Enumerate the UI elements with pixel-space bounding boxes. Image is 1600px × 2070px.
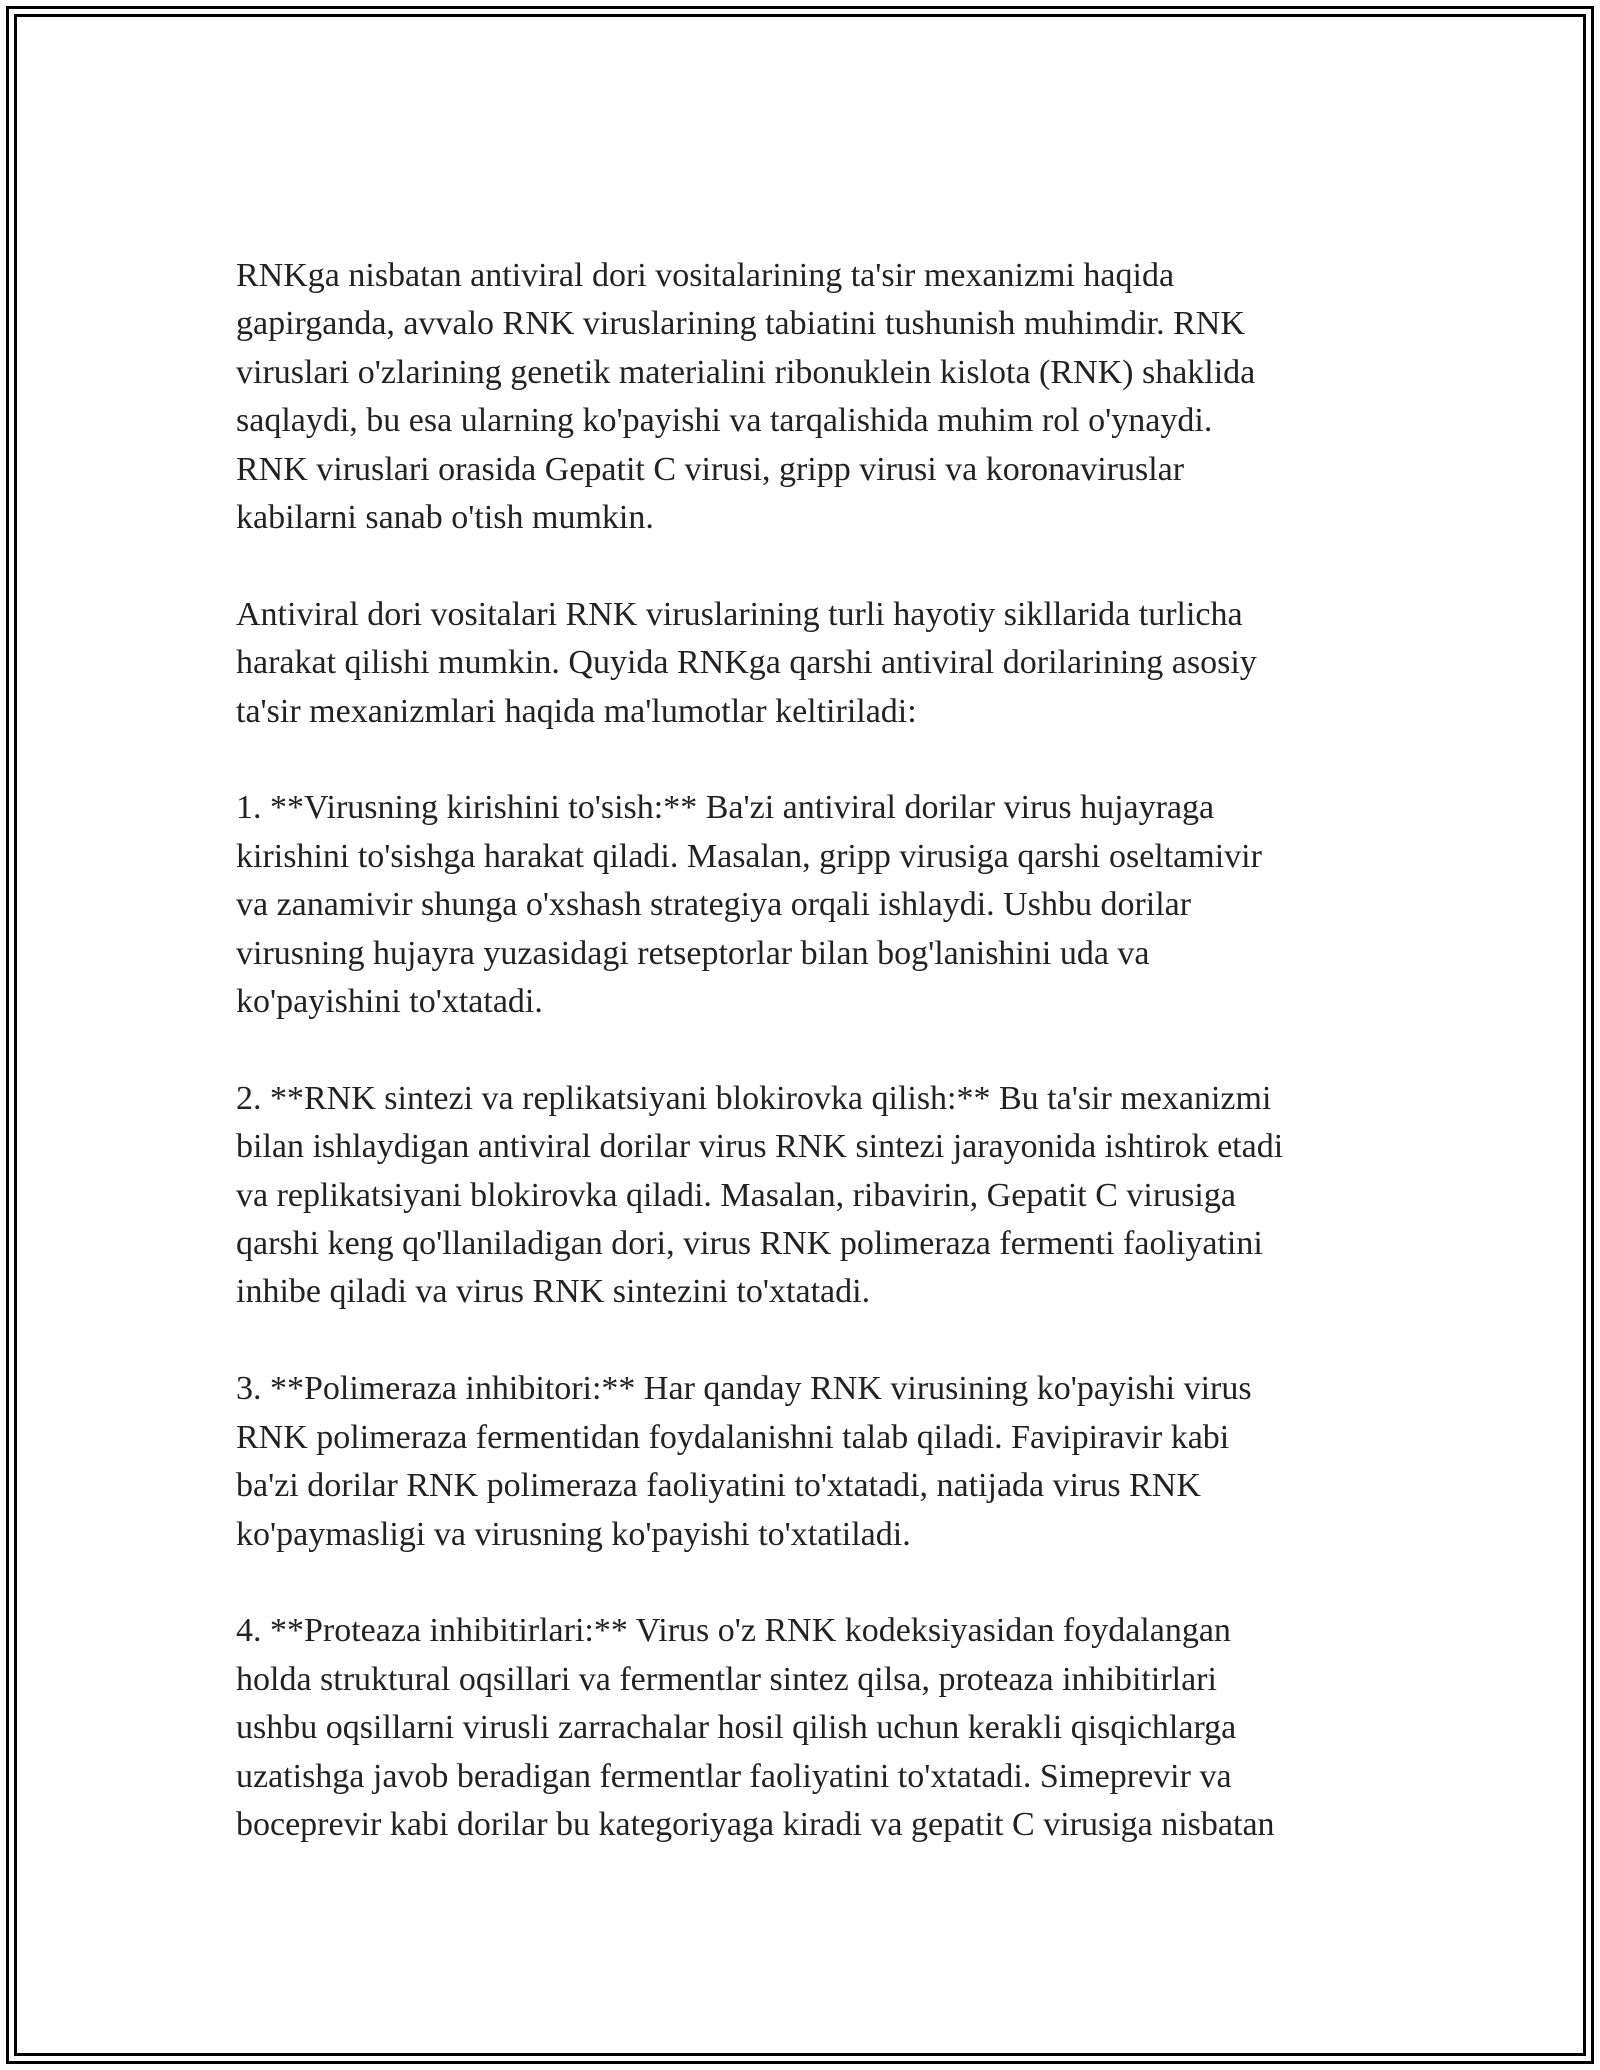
paragraph-item-2: 2. **RNK sintezi va replikatsiyani blokirovka qilish:** Bu ta'sir mexanizmi bilan ishlaydigan antiviral dorilar virus RNK sintezi jarayonida ishtirok etadi va replikatsiyani blokirovka qiladi. Masalan, ribavirin, Gepatit C virusiga qarshi keng qo'llaniladigan dori, virus RNK polimeraza fermenti faoliyatini inhibe qiladi va virus RNK sintezini to'xtatadi. — [236, 1079, 1284, 1311]
paragraph-item-3: 3. **Polimeraza inhibitori:** Har qanday RNK virusining ko'payishi virus RNK polimeraza fermentidan foydalanishni talab qiladi. Favipiravir kabi ba'zi dorilar RNK polimeraza faoliyatini to'xtatadi, natijada virus RNK ko'paymasligi va virusning ko'payishi to'xtatiladi. — [236, 1370, 1252, 1553]
paragraph-item-4: 4. **Proteaza inhibitirlari:** Virus o'z RNK kodeksiyasidan foydalangan holda struktural oqsillari va fermentlar sintez qilsa, proteaza inhibitirlari ushbu oqsillarni virusli zarrachalar hosil qilish uchun kerakli qisqichlarga uzatishga javob beradigan fermentlar faoliyatini to'xtatadi. Simeprevir va boceprevir kabi dorilar bu kategoriyaga kiradi va gepatit C virusiga nisbatan — [236, 1612, 1275, 1843]
paragraph-item-1: 1. **Virusning kirishini to'sish:** Ba'zi antiviral dorilar virus hujayraga kirishini to'sishga harakat qiladi. Masalan, gripp virusiga qarshi oseltamivir va zanamivir shunga o'xshash strategiya orqali ishlaydi. Ushbu dorilar virusning hujayra yuzasidagi retseptorlar bilan bog'lanishini uda va ko'payishini to'xtatadi. — [236, 789, 1262, 1021]
document-body — [236, 252, 1366, 1898]
paragraph-overview: Antiviral dori vositalari RNK viruslarining turli hayotiy sikllarida turlicha harakat qilishi mumkin. Quyida RNKga qarshi antiviral dorilarining asosiy ta'sir mexanizmlari haqida ma'lumotlar keltiriladi: — [236, 595, 1257, 730]
paragraph-intro: RNKga nisbatan antiviral dori vositalarining ta'sir mexanizmi haqida gapirganda, avvalo RNK viruslarining tabiatini tushunish muhimdir. RNK viruslari o'zlarining genetik materialini ribonuklein kislota (RNK) shaklida saqlaydi, bu esa ularning ko'payishi va tarqalishida muhim rol o'ynaydi. RNK viruslari orasida Gepatit C virusi, gripp virusi va koronaviruslar kabilarni sanab o'tish mumkin. — [236, 257, 1256, 537]
